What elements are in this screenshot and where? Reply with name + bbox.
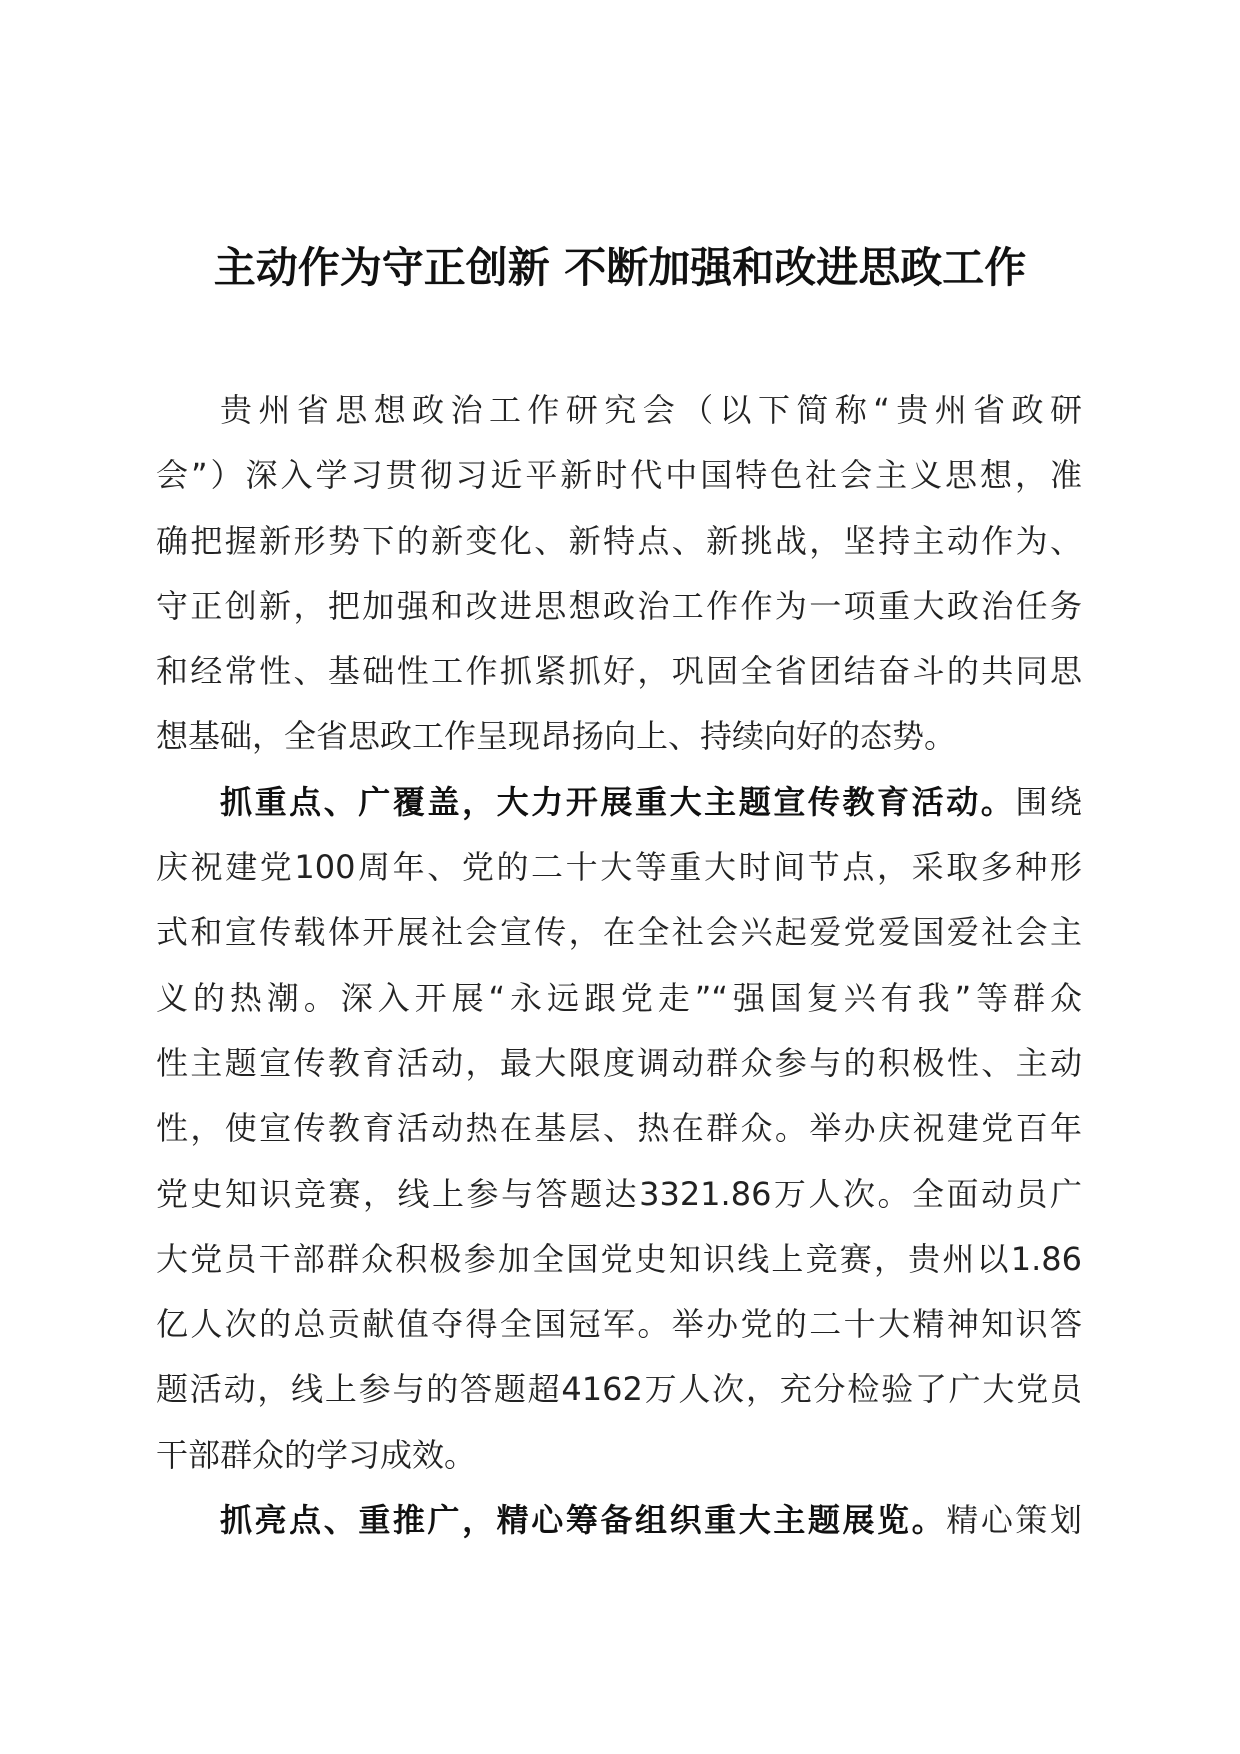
text-line: 式和宣传载体开展社会宣传，在全社会兴起爱党爱国爱社会主: [156, 913, 1082, 952]
text-line: 性主题宣传教育活动，最大限度调动群众参与的积极性、主动: [156, 1043, 1082, 1082]
text-line: 亿人次的总贡献值夺得全国冠军。举办党的二十大精神知识答: [156, 1305, 1082, 1344]
document-body: [156, 378, 1082, 1553]
text-line: 想基础，全省思政工作呈现昂扬向上、持续向好的态势。: [156, 717, 957, 756]
paragraph-section-1: [156, 770, 1082, 1488]
text-line: 贵州省思想政治工作研究会（以下简称“贵州省政研: [220, 391, 1082, 429]
text-line: 确把握新形势下的新变化、新特点、新挑战，坚持主动作为、: [156, 521, 1082, 560]
section-heading: 抓重点、广覆盖，大力开展重大主题宣传教育活动。: [220, 782, 1016, 821]
text-line: 党史知识竞赛，线上参与答题达3321.86万人次。全面动员广: [156, 1174, 1082, 1213]
text-line: 性，使宣传教育活动热在基层、热在群众。举办庆祝建党百年: [156, 1109, 1082, 1148]
text-line: 会”）深入学习贯彻习近平新时代中国特色社会主义思想，准: [156, 456, 1082, 495]
paragraph-section-2: [156, 1488, 1082, 1553]
text-line: 抓亮点、重推广，精心筹备组织重大主题展览。精心策划: [220, 1501, 1082, 1540]
text-line: 守正创新，把加强和改进思想政治工作作为一项重大政治任务: [156, 586, 1082, 625]
section-heading: 抓亮点、重推广，精心筹备组织重大主题展览。: [220, 1501, 947, 1540]
paragraph-intro: [156, 378, 1082, 770]
text-line: 大党员干部群众积极参加全国党史知识线上竞赛，贵州以1.86: [156, 1239, 1082, 1278]
text-line: 题活动，线上参与的答题超4162万人次，充分检验了广大党员: [156, 1370, 1082, 1409]
text-line: 和经常性、基础性工作抓紧抓好，巩固全省团结奋斗的共同思: [156, 652, 1082, 691]
text-line: 干部群众的学习成效。: [156, 1435, 477, 1474]
document-title: 主动作为守正创新 不断加强和改进思政工作: [213, 243, 1027, 292]
text-line: 庆祝建党100周年、党的二十大等重大时间节点，采取多种形: [156, 848, 1082, 887]
text-line: 抓重点、广覆盖，大力开展重大主题宣传教育活动。围绕: [220, 782, 1082, 821]
text-line: 义的热潮。深入开展“永远跟党走”“强国复兴有我”等群众: [156, 978, 1082, 1017]
